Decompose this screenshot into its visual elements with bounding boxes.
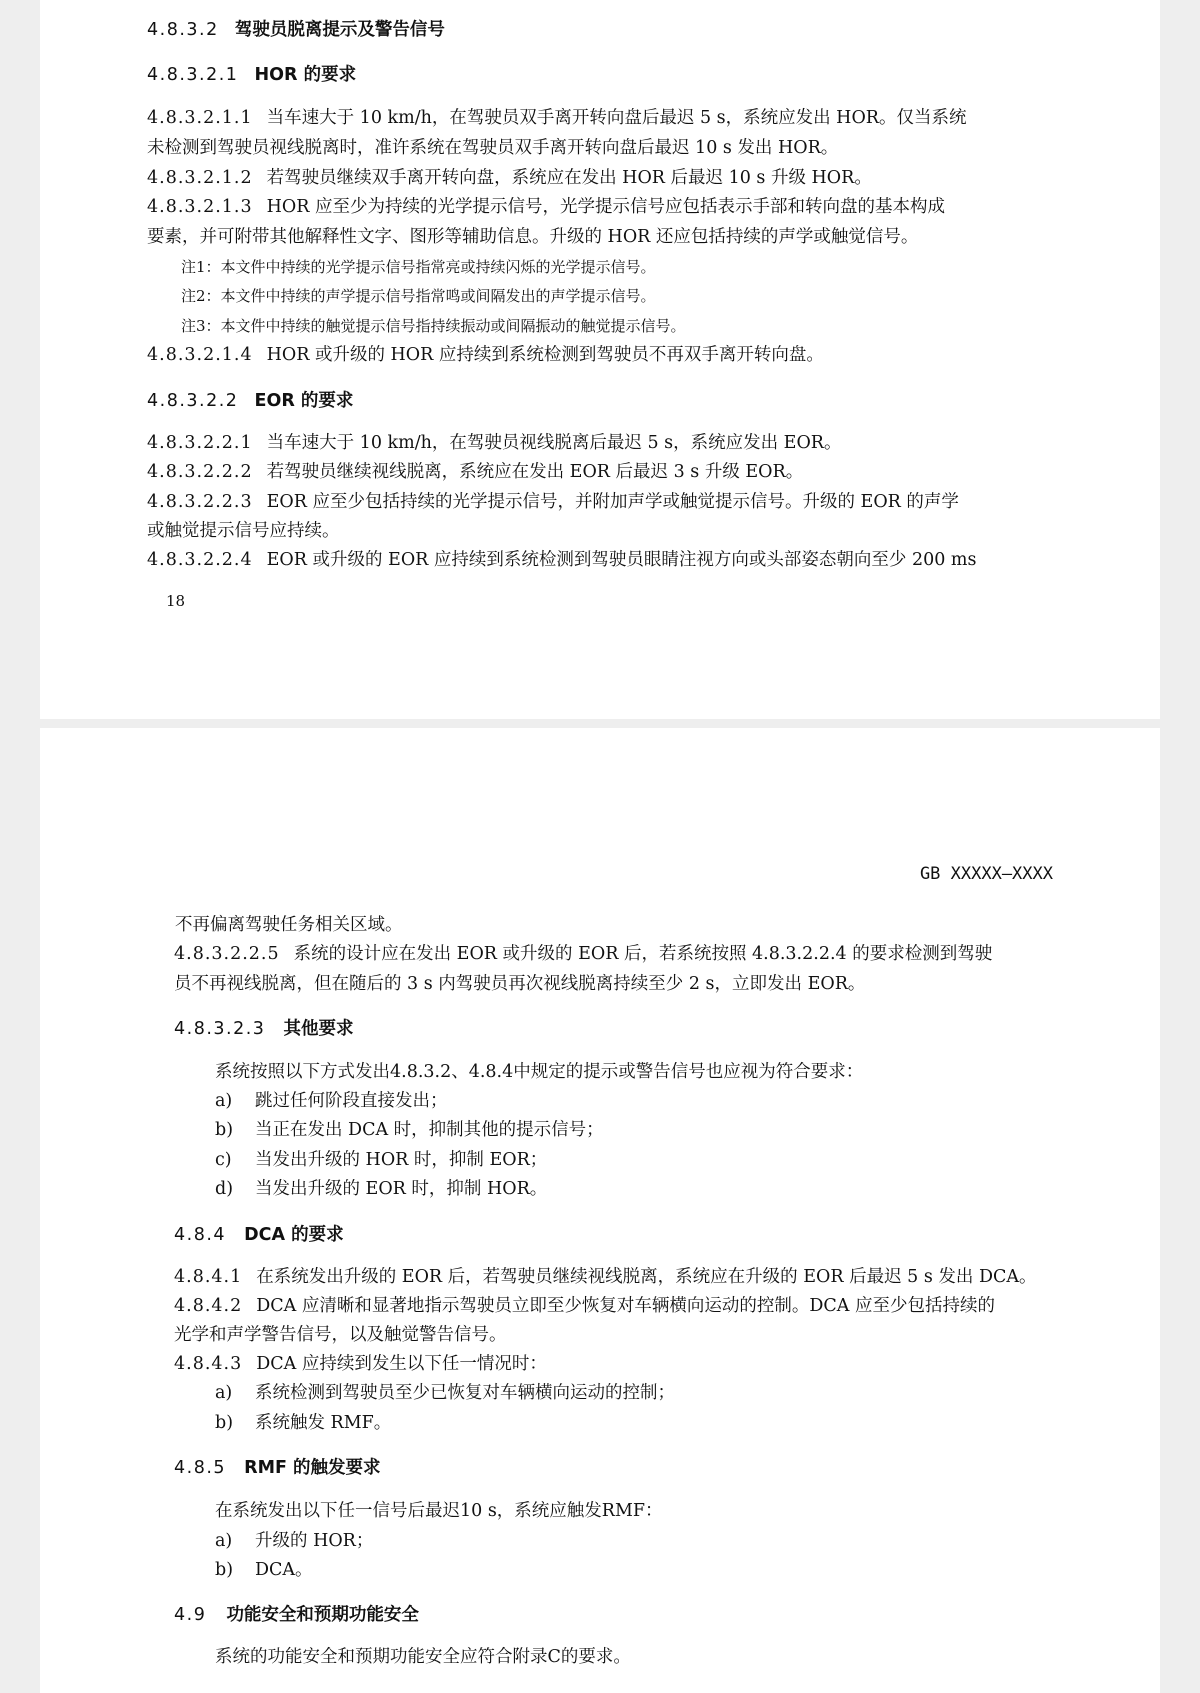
section-title: RMF 的触发要求	[244, 1458, 381, 1478]
paragraph-number: 4.8.4.2	[174, 1296, 243, 1316]
list-item	[215, 1174, 547, 1204]
paragraph-number: 4.8.3.2.1.2	[147, 168, 253, 188]
paragraph-line	[174, 1291, 995, 1321]
list-text: 系统检测到驾驶员至少已恢复对车辆横向运动的控制；	[255, 1383, 675, 1403]
paragraph-line	[147, 457, 803, 487]
section-number: 4.8.3.2	[147, 20, 219, 40]
section-number: 4.8.5	[174, 1458, 227, 1478]
paragraph-number: 4.8.4.3	[174, 1354, 243, 1374]
section-heading-4-8-3-2-2	[147, 387, 353, 412]
document-id-header: GB XXXXX—XXXX	[919, 864, 1053, 884]
paragraph-line	[174, 1262, 1037, 1292]
paragraph-line	[147, 428, 841, 458]
section-title: EOR 的要求	[254, 391, 354, 411]
paragraph-line: 不再偏离驾驶任务相关区域。	[175, 915, 403, 935]
list-marker: b)	[215, 1120, 234, 1140]
paragraph-text: 当车速大于 10 km/h，在驾驶员双手离开转向盘后最迟 5 s，系统应发出 HOR。仅当系统	[266, 108, 967, 128]
note-2: 注2：本文件中持续的声学提示信号指常鸣或间隔发出的声学提示信号。	[181, 287, 656, 305]
section-heading-4-8-3-2-3	[174, 1015, 354, 1040]
paragraph-text: HOR 应至少为持续的光学提示信号，光学提示信号应包括表示手部和转向盘的基本构成	[266, 197, 945, 217]
list-marker: a)	[215, 1531, 233, 1551]
list-item	[215, 1555, 313, 1585]
section-title: 功能安全和预期功能安全	[226, 1605, 419, 1625]
paragraph-number: 4.8.4.1	[174, 1267, 243, 1287]
section-heading-4-9	[174, 1601, 419, 1626]
section-heading-4-8-5	[174, 1454, 381, 1479]
paragraph-line: 光学和声学警告信号，以及触觉警告信号。	[174, 1325, 507, 1345]
list-item	[215, 1145, 547, 1175]
paragraph-number: 4.8.3.2.1.4	[147, 345, 253, 365]
paragraph-number: 4.8.3.2.1.1	[147, 108, 253, 128]
paragraph-number: 4.8.3.2.2.2	[147, 462, 253, 482]
paragraph-line: 系统按照以下方式发出4.8.3.2、4.8.4中规定的提示或警告信号也应视为符合要求：	[215, 1062, 864, 1082]
paragraph-line: 系统的功能安全和预期功能安全应符合附录C的要求。	[215, 1647, 631, 1667]
section-number: 4.8.4	[174, 1225, 227, 1245]
paragraph-number: 4.8.3.2.2.4	[147, 550, 253, 570]
paragraph-text: 当车速大于 10 km/h，在驾驶员视线脱离后最迟 5 s，系统应发出 EOR。	[266, 433, 842, 453]
section-heading-4-8-3-2-1	[147, 61, 356, 86]
list-item	[215, 1115, 604, 1145]
paragraph-line	[174, 939, 992, 969]
paragraph-text: DCA 应清晰和显著地指示驾驶员立即至少恢复对车辆横向运动的控制。DCA 应至少包括持续的	[256, 1296, 995, 1316]
list-item	[215, 1086, 448, 1116]
section-title: 驾驶员脱离提示及警告信号	[234, 20, 445, 40]
paragraph-line	[147, 103, 966, 133]
paragraph-line: 未检测到驾驶员视线脱离时，准许系统在驾驶员双手离开转向盘后最迟 10 s 发出 HOR。	[147, 138, 839, 158]
list-text: DCA。	[255, 1560, 313, 1580]
paragraph-text: 若驾驶员继续视线脱离，系统应在发出 EOR 后最迟 3 s 升级 EOR。	[266, 462, 804, 482]
list-item	[215, 1378, 675, 1408]
paragraph-number: 4.8.3.2.2.1	[147, 433, 253, 453]
list-marker: c)	[215, 1150, 232, 1170]
document-page-1	[40, 0, 1160, 719]
paragraph-line: 或触觉提示信号应持续。	[147, 521, 340, 541]
paragraph-line: 在系统发出以下任一信号后最迟10 s，系统应触发RMF：	[215, 1501, 663, 1521]
paragraph-line	[147, 545, 977, 575]
section-heading-4-8-3-2	[147, 16, 445, 41]
paragraph-line	[147, 163, 872, 193]
paragraph-text: EOR 应至少包括持续的光学提示信号，并附加声学或触觉提示信号。升级的 EOR 的声学	[266, 492, 959, 512]
section-title: DCA 的要求	[244, 1225, 344, 1245]
paragraph-number: 4.8.3.2.2.5	[174, 944, 280, 964]
paragraph-line: 员不再视线脱离，但在随后的 3 s 内驾驶员再次视线脱离持续至少 2 s，立即发出 EOR。	[174, 974, 866, 994]
list-marker: d)	[215, 1179, 234, 1199]
section-number: 4.8.3.2.1	[147, 65, 239, 85]
page-number: 18	[166, 592, 186, 610]
list-marker: a)	[215, 1091, 233, 1111]
section-title: 其他要求	[283, 1019, 354, 1039]
list-text: 当发出升级的 EOR 时，抑制 HOR。	[255, 1179, 548, 1199]
list-item	[215, 1526, 373, 1556]
paragraph-text: HOR 或升级的 HOR 应持续到系统检测到驾驶员不再双手离开转向盘。	[266, 345, 824, 365]
document-page-2	[40, 728, 1160, 1693]
paragraph-text: 在系统发出升级的 EOR 后，若驾驶员继续视线脱离，系统应在升级的 EOR 后最迟 5 s 发出 DCA。	[256, 1267, 1037, 1287]
list-text: 当正在发出 DCA 时，抑制其他的提示信号；	[255, 1120, 604, 1140]
section-title: HOR 的要求	[254, 65, 357, 85]
paragraph-number: 4.8.3.2.2.3	[147, 492, 253, 512]
paragraph-line: 要素，并可附带其他解释性文字、图形等辅助信息。升级的 HOR 还应包括持续的声学或触觉信号。	[147, 227, 919, 247]
list-marker: b)	[215, 1560, 234, 1580]
note-3: 注3：本文件中持续的触觉提示信号指持续振动或间隔振动的触觉提示信号。	[181, 317, 686, 335]
list-text: 跳过任何阶段直接发出；	[255, 1091, 448, 1111]
list-marker: a)	[215, 1383, 233, 1403]
section-number: 4.9	[174, 1605, 207, 1625]
paragraph-text: 若驾驶员继续双手离开转向盘，系统应在发出 HOR 后最迟 10 s 升级 HOR。	[266, 168, 872, 188]
paragraph-text: DCA 应持续到发生以下任一情况时：	[256, 1354, 547, 1374]
paragraph-line	[147, 192, 945, 222]
list-text: 系统触发 RMF。	[255, 1413, 392, 1433]
paragraph-text: 系统的设计应在发出 EOR 或升级的 EOR 后，若系统按照 4.8.3.2.2.4 的要求检测到驾驶	[293, 944, 993, 964]
paragraph-line	[174, 1349, 547, 1379]
section-number: 4.8.3.2.2	[147, 391, 239, 411]
paragraph-line	[147, 487, 959, 517]
paragraph-text: EOR 或升级的 EOR 应持续到系统检测到驾驶员眼睛注视方向或头部姿态朝向至少 200 ms	[266, 550, 977, 570]
paragraph-number: 4.8.3.2.1.3	[147, 197, 253, 217]
section-heading-4-8-4	[174, 1221, 344, 1246]
section-number: 4.8.3.2.3	[174, 1019, 266, 1039]
list-item	[215, 1408, 391, 1438]
note-1: 注1：本文件中持续的光学提示信号指常亮或持续闪烁的光学提示信号。	[181, 258, 656, 276]
list-marker: b)	[215, 1413, 234, 1433]
list-text: 升级的 HOR；	[255, 1531, 374, 1551]
paragraph-line	[147, 340, 824, 370]
list-text: 当发出升级的 HOR 时，抑制 EOR；	[255, 1150, 548, 1170]
